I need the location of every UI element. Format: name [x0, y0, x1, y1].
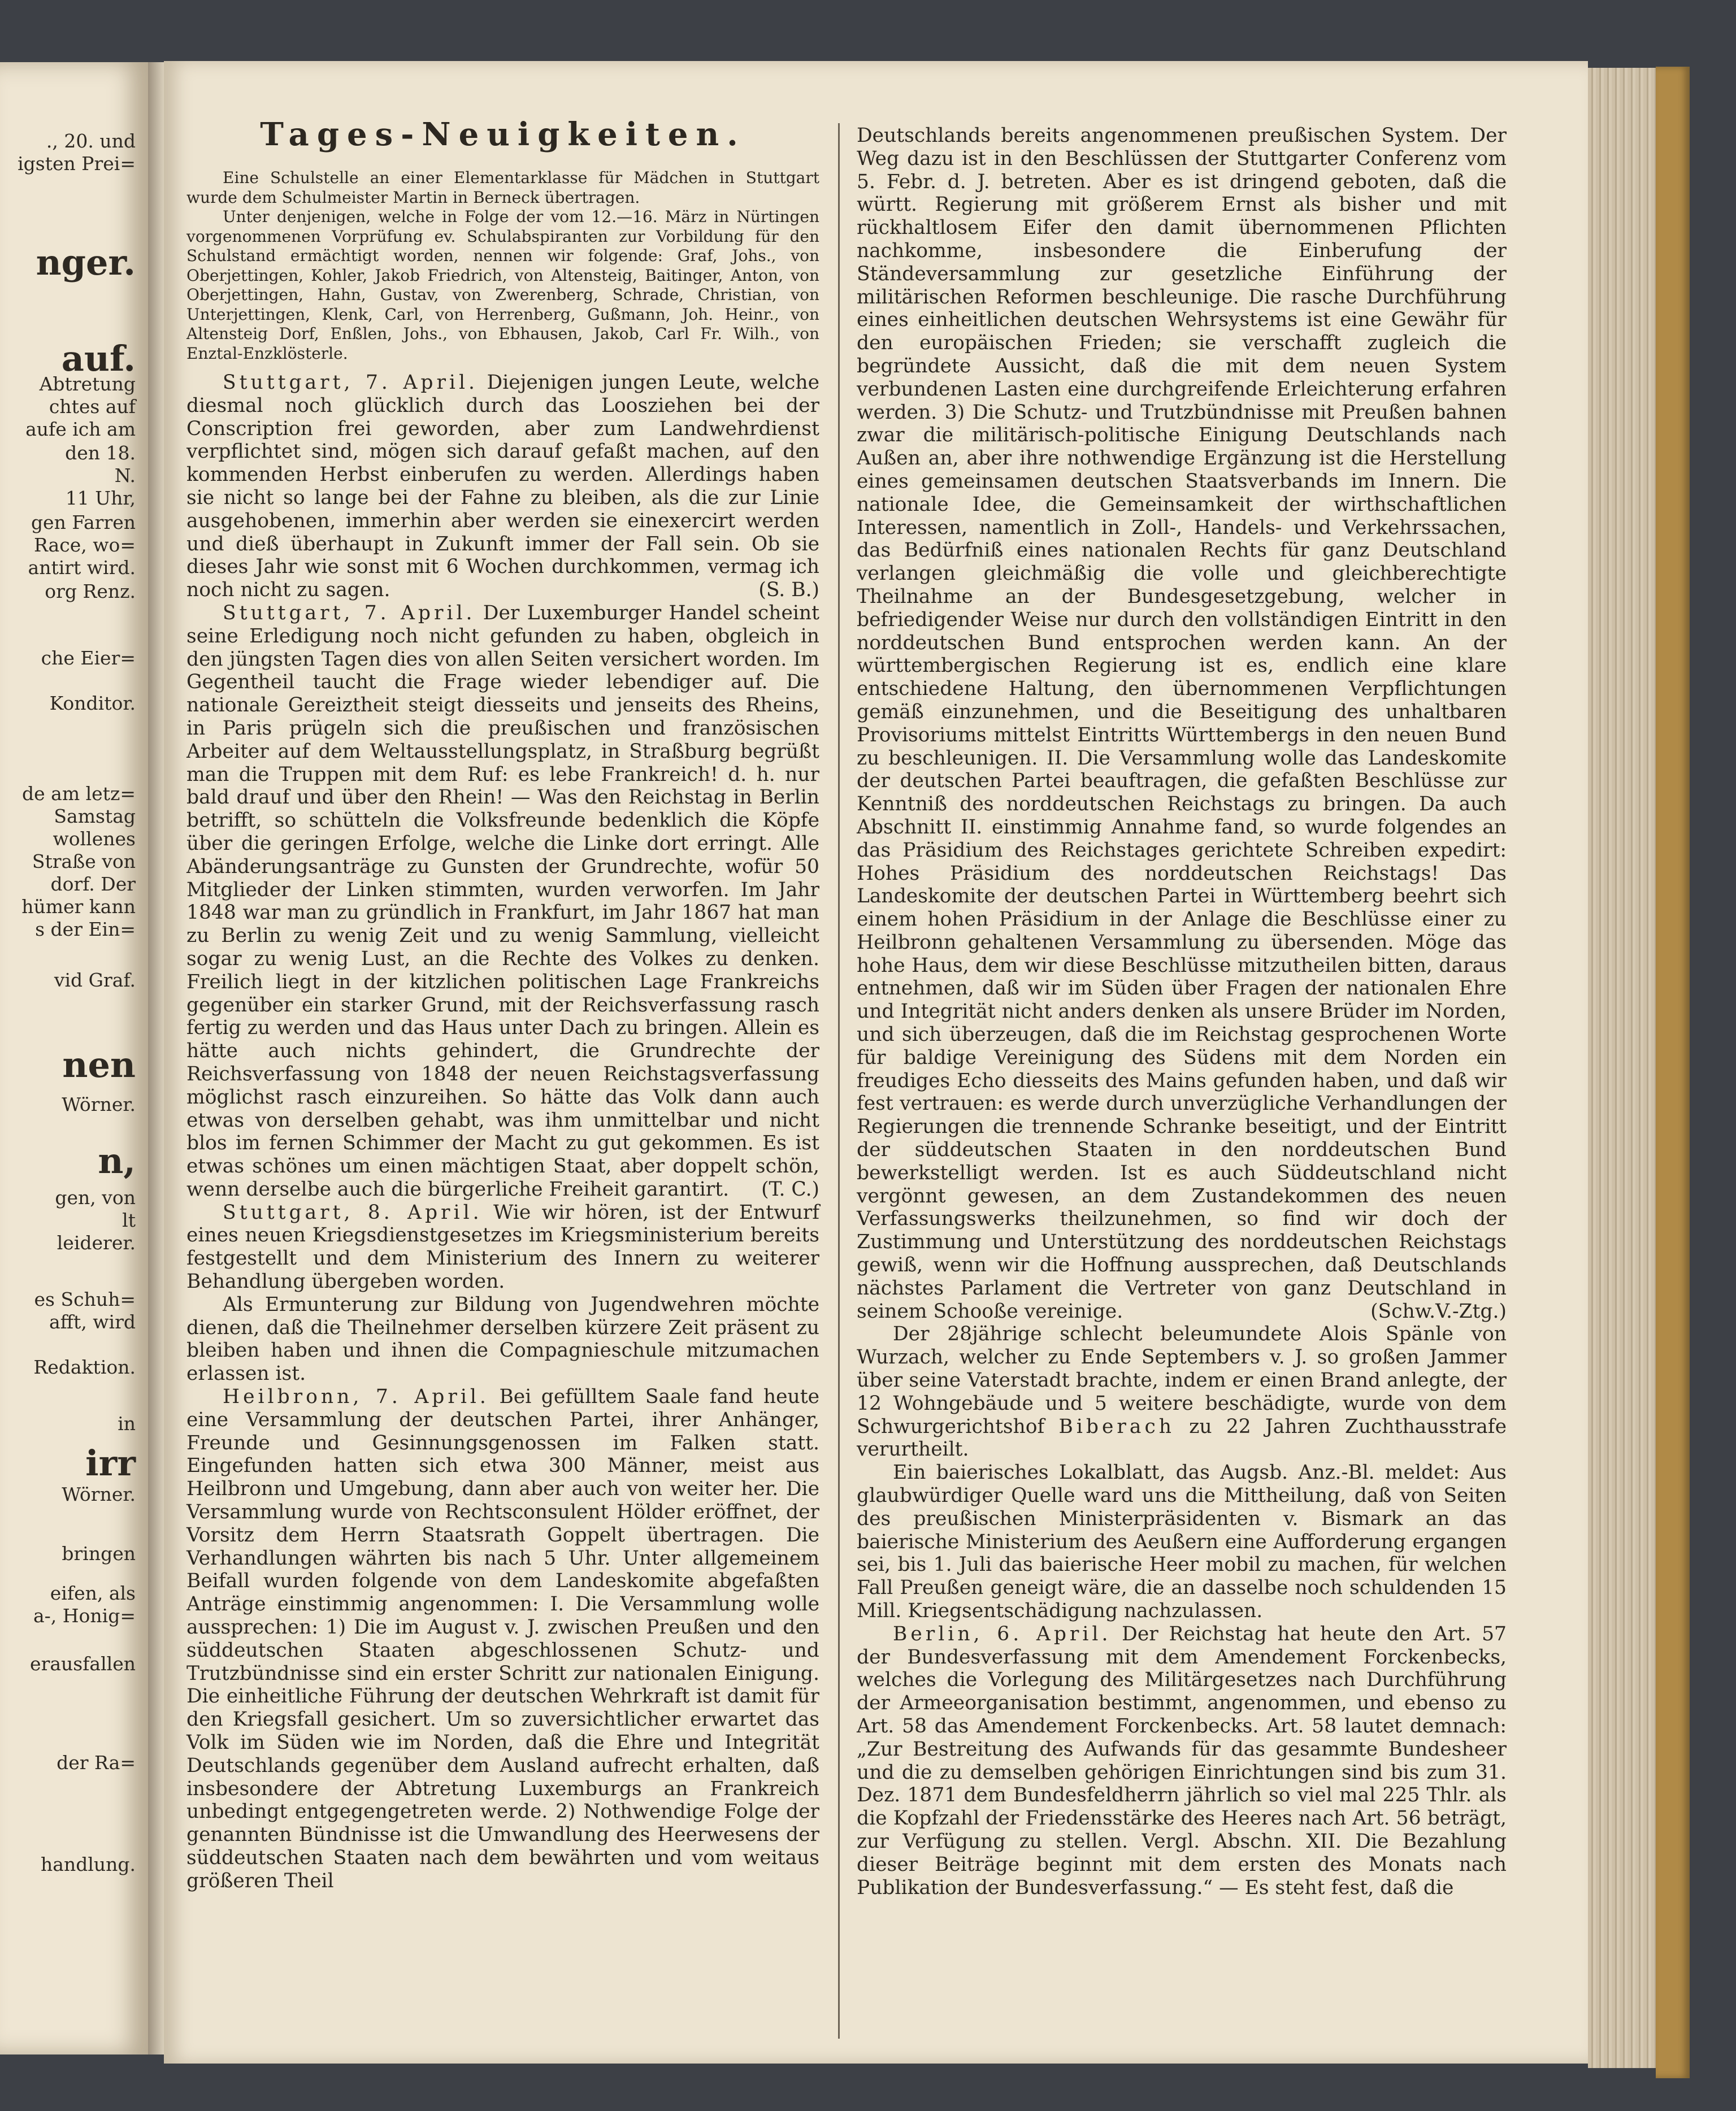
left-page-text-fragment: igsten Prei= — [18, 153, 136, 175]
left-page-text-fragment: ., 20. und — [46, 130, 136, 152]
article-body: Bei gefülltem Saale fand heute eine Versammlung der deutschen Partei, ihrer Anhänger, Freunde und Gesinnungsgenossen im Falken statt. Eingefunden hatten sich etwa 300 Männer, meist aus Heilbronn und Umgebung, dann aber auch von weiter her. Die Versammlung wurde von Rechtsconsulent Hölder eröffnet, der Vorsitz dem Herrn Staatsrath Goppelt übertragen. Die Verhandlungen währten bis nach 5 Uhr. Unter allgemeinem Beifall wurden folgende von dem Landeskomite abgefaßten Anträge einstimmig angenommen: I. Die Versammlung wolle aussprechen: 1) Die im August v. J. zwischen Preußen und den süddeutschen Staaten abgeschlossenen Schutz- und Trutzbündnisse sind ein erster Schritt zur nationalen Einigung. Die einheitliche Führung der deutschen Wehrkraft ist damit für den Kriegsfall gesichert. Um so zuversichtlicher erwartet das Volk im Süden wie im Norden, daß die Ehre und Integrität Deutschlands gegenüber dem Ausland aufrecht erhalten, daß insbesondere der Abtretung Luxemburgs an Frankreich unbedingt entgegengetreten werde. 2) Nothwendige Folge der genannten Bündnisse ist die Umwandlung des Heerwesens der süddeutschen Staaten nach dem bewährten und vom weitaus größeren Theil — [186, 1385, 820, 1892]
left-page-text-fragment: hümer kann — [21, 896, 136, 918]
article-place: Biberach — [1058, 1415, 1175, 1438]
left-page-fragment — [0, 62, 148, 2054]
left-page-text-fragment: lt — [122, 1209, 136, 1231]
article-source: (T. C.) — [761, 1178, 819, 1201]
left-page-text-fragment: org Renz. — [45, 580, 136, 602]
left-page-text-fragment: nger. — [36, 242, 136, 283]
left-page-text-fragment: aufe ich am — [25, 418, 136, 440]
left-page-text-fragment: a-, Honig= — [33, 1605, 136, 1627]
article-berlin — [857, 1623, 1507, 1900]
article-heilbronn — [186, 1385, 819, 1893]
article-body: Deutschlands bereits angenommenen preußischen System. Der Weg dazu ist in den Beschlüssen der Stuttgarter Conferenz vom 5. Febr. d. J. betreten. Aber es ist dringend geboten, daß die württ. Regierung mit größerem Ernst als bisher und mit rückhaltlosem Eifer den damit übernommenen Pflichten nachkomme, insbesondere die Einberufung der Ständeversammlung zur gesetzliche Einführung der militärischen Reformen beschleunige. Die rasche Durchführung eines einheitlichen deutschen Wehrsystems ist eine Gewähr für den europäischen Frieden; sie verschafft zugleich die begründete Aussicht, daß die mit dem neuen System verbundenen Lasten eine durchgreifende Erleichterung erfahren werden. 3) Die Schutz- und Trutzbündnisse mit Preußen bahnen zwar die militärisch-politische Einigung Deutschlands nach Außen an, aber ihre nothwendige Ergänzung ist die Herstellung eines gemeinsamen deutschen Staatsverbands im Innern. Die nationale Idee, die Gemeinsamkeit der wirthschaftlichen Interessen, namentlich in Zoll-, Handels- und Verkehrssachen, das Bedürfniß eines nationalen Rechts für ganz Deutschland verlangen gleichmäßig die volle und gleichberechtigte Theilnahme an der Bundesgesetzgebung, welcher in befriedigender Weise nur durch den vollständigen Eintritt in den norddeutschen Bund entsprochen werden kann. An der württembergischen Regierung ist es, endlich eine klare entschiedene Haltung, den übernommenen Verpflichtungen gemäß einzunehmen, und die Beseitigung des unhaltbaren Provisoriums mittelst Eintritts Württembergs in den neuen Bund zu beschleunigen. II. Die Versammlung wolle das Landeskomite der deutschen Partei beauftragen, die gefaßten Beschlüsse zur Kenntniß des norddeutschen Reichstags zu bringen. Da auch Abschnitt II. einstimmig Annahme fand, so wurde folgendes an das Präsidium des Reichstages gerichtete Schreiben expedirt: Hohes Präsidium des norddeutschen Reichstags! Das Landeskomite der deutschen Partei in Württemberg beehrt sich einem hohen Präsidium in der Anlage die Beschlüsse einer zu Heilbronn gehaltenen Versammlung zu übersenden. Möge das hohe Haus, dem wir diese Beschlüsse mitzutheilen bitten, daraus entnehmen, daß wir im Süden über Fragen der nationalen Ehre und Integrität nicht anders denken als unsere Brüder im Norden, und sich überzeugen, daß die im Reichstag gesprochenen Worte für baldige Vereinigung des Südens mit dem Norden ein freudiges Echo diesseits des Mains gefunden haben, und daß wir fest vertrauen: es werde durch unverzügliche Verhandlungen der Regierungen die trennende Schranke beseitigt, und der Eintritt der süddeutschen Staaten in den norddeutschen Bund bewerkstelligt werden. Ist es auch Süddeutschland nicht vergönnt gewesen, an dem Zustandekommen des neuen Verfassungswerks theilzunehmen, so find wir doch der Zustimmung und Unterstützung des norddeutschen Reichstags gewiß, wenn wir die Hoffnung aussprechen, daß Deutschlands nächstes Parlament die Vertreter von ganz Deutschland in seinem Schooße vereinige. — [857, 124, 1507, 1323]
article-place: Berlin, 6. April. — [893, 1622, 1112, 1645]
left-page-text-fragment: Konditor. — [49, 692, 136, 714]
left-page-text-fragment: s der Ein= — [35, 918, 136, 940]
left-page-text-fragment: Samstag — [54, 805, 136, 827]
article-body: Der Reichstag hat heute den Art. 57 der Bundesverfassung mit dem Amendement Forckenbecks, welches die Vorlegung des Militärgesetzes nach Durchführung der Armeeorganisation bestimmt, angenommen, und ebenso zu Art. 58 das Amendement Forckenbecks. Art. 58 lautet demnach: „Zur Bestreitung des Aufwands für das gesammte Bundesheer und die zu demselben gehörigen Einrichtungen sind bis zum 31. Dez. 1871 dem Bundesfeldherrn jährlich so viel mal 225 Thlr. als die Kopfzahl der Friedensstärke des Heeres nach Art. 56 beträgt, zur Verfügung zu stellen. Vergl. Abschn. XII. Die Bezahlung dieser Beiträge beginnt mit dem ersten des Monats nach Publikation der Bundesverfassung.“ — Es steht fest, daß die — [857, 1622, 1507, 1899]
left-page-text-fragment: der Ra= — [57, 1752, 136, 1774]
left-page-text-fragment: es Schuh= — [34, 1288, 136, 1310]
article-place: Stuttgart, 7. April. — [223, 371, 478, 394]
right-column — [857, 124, 1507, 1899]
left-page-text-fragment: antirt wird. — [28, 557, 136, 579]
article-body: zu 22 Jahren Zuchthausstrafe verurtheilt. — [857, 1415, 1507, 1461]
article-place: Stuttgart, 7. April. — [223, 601, 476, 624]
left-page-text-fragment: gen, von — [55, 1187, 136, 1209]
left-page-text-fragment: gen Farren — [31, 511, 136, 533]
left-page-text-fragment: Redaktion. — [33, 1356, 136, 1378]
left-page-text-fragment: N. — [114, 464, 136, 487]
left-page-text-fragment: dorf. Der — [50, 873, 136, 895]
left-page-text-fragment: auf. — [61, 338, 136, 379]
left-page-text-fragment: nen — [62, 1044, 136, 1085]
left-page-text-fragment: che Eier= — [41, 647, 136, 669]
notice-exam-list: Unter denjenigen, welche in Folge der vom 12.—16. März in Nürtingen vorgenommenen Vorprüfung ev. Schulabspiranten zur Vorbildung für den Schulstand ermächtigt worden, nennen wir folgende: Graf, Johs., von Oberjettingen, Kohler, Jakob Friedrich, von Altensteig, Baitinger, Anton, von Oberjettingen, Hahn, Gustav, von Zwerenberg, Schrade, Christian, von Unterjettingen, Klenk, Carl, von Herrenberg, Gußmann, Joh. Heinr., von Altensteig Dorf, Enßlen, Johs., von Ebhausen, Jakob, Carl Fr. Wilh., von Enztal-Enzklösterle. — [186, 207, 819, 363]
article-body: Diejenigen jungen Leute, welche diesmal noch glücklich durch das Loosziehen bei der Conscription frei geworden, aber zum Landwehrdienst verpflichtet sind, mögen sich darauf gefaßt machen, auf den kommenden Herbst einberufen zu werden. Allerdings haben sie nicht so lange bei der Fahne zu bleiben, als die zur Linie ausgehobenen, immerhin aber werden sie einexercirt werden und dieß überhaupt in Zukunft immer der Fall sein. Ob sie dieses Jahr wie sonst mit 6 Wochen durchkommen, vermag ich noch nicht zu sagen. — [186, 371, 819, 602]
article-stuttgart-1 — [186, 371, 819, 602]
newspaper-page — [164, 61, 1588, 2064]
article-stuttgart-2 — [186, 602, 819, 1201]
left-page-text-fragment: den 18. — [65, 442, 136, 464]
left-page-text-fragment: eifen, als — [50, 1582, 136, 1604]
article-spaenle — [857, 1323, 1507, 1461]
book-gutter — [148, 62, 164, 2054]
left-page-text-fragment: Race, wo= — [33, 534, 136, 556]
left-page-text-fragment: chtes auf — [49, 396, 136, 418]
column-divider — [838, 123, 840, 2039]
article-place: Stuttgart, 8. April. — [223, 1201, 483, 1224]
left-page-text-fragment: leiderer. — [57, 1232, 136, 1254]
left-column — [186, 118, 819, 1893]
article-place: Heilbronn, 7. April. — [223, 1385, 489, 1409]
book-cover-edge — [1656, 67, 1690, 2078]
left-page-text-fragment: Abtretung — [39, 373, 136, 395]
left-page-text-fragment: handlung. — [41, 1853, 136, 1875]
page-headline: Tages-Neuigkeiten. — [260, 116, 746, 153]
left-page-text-fragment: n, — [98, 1140, 136, 1182]
left-page-text-fragment: vid Graf. — [54, 969, 136, 991]
article-body: Wie wir hören, ist der Entwurf eines neuen Kriegsdienstgesetzes im Kriegsministerium bereits festgestellt und dem Ministerium des Innern zu weiterer Behandlung übergeben worden. — [186, 1201, 820, 1293]
left-page-text-fragment: afft, wird — [49, 1311, 136, 1333]
article-bavaria: Ein baierisches Lokalblatt, das Augsb. Anz.-Bl. meldet: Aus glaubwürdiger Quelle ward uns die Mittheilung, daß von Seiten des preußischen Ministerpräsidenten v. Bismark an das baierische Ministerium des Aeußern eine Aufforderung ergangen sei, bis 1. Juli das baierische Heer mobil zu machen, für welchen Fall Preußen geneigt wäre, die an dasselbe noch schuldenden 15 Mill. Kriegsentschädigung nachzulassen. — [857, 1461, 1507, 1622]
article-source: (Schw.V.-Ztg.) — [1370, 1300, 1507, 1323]
left-page-text-fragment: Wörner. — [62, 1483, 136, 1505]
article-body: Der 28jährige schlecht beleumundete Alois Spänle von Wurzach, welcher zu Ende Septembers v. J. so großen Jammer über seine Vaterstadt brachte, indem er einen Brand anlegte, der 12 Wohngebäude und 5 weitere beschädigte, wurde von dem Schwurgerichtshof — [857, 1323, 1507, 1438]
article-body: Der Luxemburger Handel scheint seine Erledigung noch nicht gefunden zu haben, obgleich in den jüngsten Tagen dies von allen Seiten versichert worden. Im Gegentheil taucht die Frage wieder lebendiger auf. Die nationale Gereiztheit steigt diesseits und jenseits des Rheins, in Paris prügeln sich die preußischen und französischen Arbeiter auf dem Weltausstellungsplatz, in Straßburg begrüßt man die Truppen mit dem Ruf: es lebe Frankreich! d. h. nur bald drauf und über den Rhein! — Was den Reichstag in Berlin betrifft, so schütteln die Volksfreunde bedenklich die Köpfe über die geringen Erfolge, welche die Linke dort erringt. Alle Abänderungsanträge zu Gunsten der Grundrechte, wofür 50 Mitglieder der Linken stimmten, wurden verworfen. Im Jahr 1848 war man zu gründlich in Frankfurt, im Jahr 1867 hat man zu Berlin zu wenig Zeit und zu wenig Sammlung, vielleicht sogar zu wenig Lust, an die Rechte des Volkes zu denken. Freilich liegt in der kitzlichen politischen Lage Frankreichs gegenüber ein starker Grund, mit der Reichsverfassung rasch fertig zu werden und das Haus unter Dach zu bringen. Allein es hätte auch nichts gehindert, die Grundrechte der Reichsverfassung von 1848 der neuen Reichstagsverfassung möglichst rasch einzureihen. So hätte das Volk dann auch etwas von derselben gehabt, was ihm unmittelbar und nicht blos im fernen Schimmer der Macht zu gut gekommen. Es ist etwas schönes um einen mächtigen Staat, aber doppelt schön, wenn derselbe auch die bürgerliche Freiheit garantirt. — [186, 601, 819, 1201]
left-page-text-fragment: de am letz= — [22, 783, 136, 805]
left-page-text-fragment: bringen — [62, 1543, 136, 1565]
left-page-text-fragment: irr — [85, 1443, 136, 1484]
left-page-text-fragment: wollenes — [53, 828, 136, 850]
left-page-text-fragment: 11 Uhr, — [65, 487, 136, 509]
notice-schoolpost: Eine Schulstelle an einer Elementarklasse für Mädchen in Stuttgart wurde dem Schulmeister Martin in Berneck übertragen. — [186, 168, 819, 207]
article-stuttgart-3 — [186, 1201, 819, 1293]
left-page-text-fragment: Wörner. — [62, 1093, 136, 1115]
article-jugendwehr: Als Ermunterung zur Bildung von Jugendwehren möchte dienen, daß die Theilnehmer derselben kürzere Zeit präsent zu bleiben haben und ihnen die Compagnieschule mitzumachen erlassen ist. — [186, 1293, 819, 1385]
article-heilbronn-continued — [857, 124, 1507, 1323]
article-source: (S. B.) — [758, 579, 819, 602]
left-page-text-fragment: erausfallen — [30, 1653, 136, 1675]
page-stack-edge — [1588, 68, 1656, 2068]
left-page-text-fragment: in — [118, 1413, 136, 1435]
left-page-text-fragment: Straße von — [32, 850, 136, 872]
